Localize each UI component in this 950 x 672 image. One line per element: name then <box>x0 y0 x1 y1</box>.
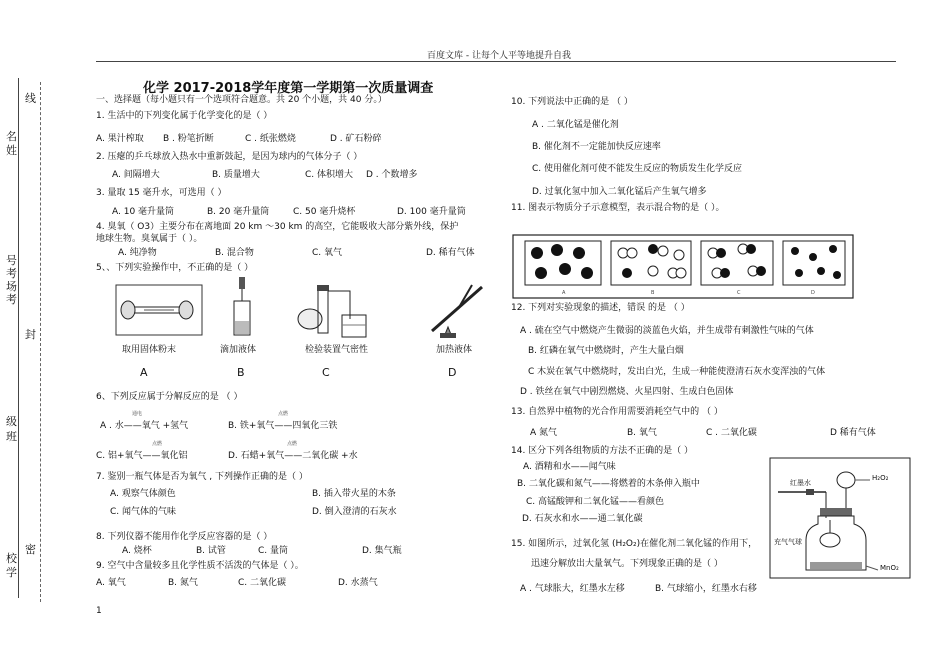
question-11: 11. 图表示物质分子示意模型，表示混合物的是（ ）。 <box>511 203 725 213</box>
question-5: 5、、下列实验操作中，不正确的是（ ） <box>96 263 254 273</box>
option: A. 烧杯 <box>122 546 152 556</box>
option: C. 使用催化剂可使不能发生反应的物质发生化学反应 <box>532 164 743 174</box>
option: C. 铝+氧气——氧化铝 <box>96 451 188 461</box>
margin-school-label: 学 <box>6 566 17 579</box>
reaction-condition: 点燃 <box>287 441 298 447</box>
option: A. 氧气 <box>96 578 126 588</box>
option: B. 试管 <box>196 546 226 556</box>
option: C. 体积增大 <box>305 170 354 180</box>
option: D . 铁丝在氧气中剧烈燃烧、火星四射、生成白色固体 <box>520 387 734 397</box>
question-4: 4. 臭氧（ O3）主要分布在离地面 20 km ～30 km 的高空，它能吸收大部分紫外线，保护 <box>96 222 459 232</box>
panel-label-c: C <box>737 290 741 296</box>
option: B. 催化剂不一定能加快反应速率 <box>532 142 661 152</box>
page-number: 1 <box>96 606 102 616</box>
margin-school-label: 校 <box>6 552 17 565</box>
question-9: 9. 空气中含量较多且化学性质不活泼的气体是（ ）。 <box>96 561 304 571</box>
question-13: 13. 自然界中植物的光合作用需要消耗空气中的 （ ） <box>511 407 723 417</box>
fig-label-h2o2: H₂O₂ <box>872 474 889 482</box>
option: B. 气球缩小，红墨水右移 <box>655 584 757 594</box>
header-rule <box>96 61 896 62</box>
margin-secret-label: 密 <box>25 543 36 556</box>
question-6: 6、下列反应属于分解反应的是 （ ） <box>96 392 243 402</box>
option: A . 水——氧气 +氢气 <box>100 421 189 431</box>
option: B. 铁+氧气——四氧化三铁 <box>228 421 338 431</box>
option: A. 酒精和水——闻气味 <box>523 462 616 472</box>
option: D. 过氧化氢中加入二氧化锰后产生氧气增多 <box>532 187 707 197</box>
caption-a: 取用固体粉末 <box>122 345 177 355</box>
page-header: 百度文库 - 让每个人平等地提升自我 <box>427 51 571 61</box>
option: D. 倒入澄清的石灰水 <box>312 507 397 517</box>
caption-d: 加热液体 <box>436 345 473 355</box>
fig-label-ink: 红墨水 <box>790 479 811 487</box>
option: B. 插入带火星的木条 <box>312 489 396 499</box>
option: D . 矿石粉碎 <box>330 134 382 144</box>
option: B . 粉笔折断 <box>163 134 214 144</box>
apparatus-d-illustration <box>428 281 486 339</box>
margin-line-label: 线 <box>25 92 36 105</box>
option: B. 氧气 <box>627 428 657 438</box>
option: A. 纯净物 <box>118 248 157 258</box>
margin-name-label: 姓 <box>6 144 17 157</box>
option: D. 石灰水和水——通二氧化碳 <box>522 514 643 524</box>
margin-exam-label: 考 <box>6 293 17 306</box>
panel-label-a: A <box>562 290 566 296</box>
letter-d: D <box>448 366 457 379</box>
margin-seal-label: 封 <box>25 328 36 341</box>
panel-label-d: D <box>811 290 815 296</box>
option: D. 水蒸气 <box>338 578 378 588</box>
option: B. 20 毫升量筒 <box>207 207 270 217</box>
option: C . 纸张燃烧 <box>245 134 296 144</box>
question-1: 1. 生活中的下列变化属于化学变化的是（ ） <box>96 111 273 121</box>
apparatus-figure <box>770 458 910 578</box>
letter-c: C <box>322 366 330 379</box>
margin-exam-label: 考 <box>6 267 17 280</box>
apparatus-a-illustration <box>114 283 204 338</box>
section-heading: 一、选择题（每小题只有一个选项符合题意。共 20 个小题，共 40 分。） <box>96 95 387 105</box>
question-2: 2. 压瘪的乒乓球放入热水中重新鼓起，是因为球内的气体分子（ ） <box>96 152 363 162</box>
option: C. 高锰酸钾和二氧化锰——看颜色 <box>526 497 665 507</box>
fig-label-mno2: MnO₂ <box>880 564 899 572</box>
option: D . 个数增多 <box>366 170 418 180</box>
molecule-models <box>513 235 853 298</box>
question-15-cont: 迅速分解放出大量氧气。下列现象正确的是（ ） <box>531 559 723 569</box>
option: D 稀有气体 <box>830 428 876 438</box>
margin-exam-label: 场 <box>6 280 17 293</box>
option: A . 二氧化锰是催化剂 <box>532 120 619 130</box>
caption-b: 滴加液体 <box>220 345 257 355</box>
letter-b: B <box>237 366 245 379</box>
margin-class-label: 级 <box>6 415 17 428</box>
reaction-condition: 点燃 <box>278 411 289 417</box>
margin-dash <box>40 82 41 602</box>
question-15: 15. 如图所示，过氧化氢 (H₂O₂)在催化剂二氧化锰的作用下， <box>511 539 758 549</box>
option: B. 质量增大 <box>212 170 260 180</box>
letter-a: A <box>140 366 148 379</box>
option: D. 集气瓶 <box>362 546 402 556</box>
reaction-condition: 通电 <box>132 411 143 417</box>
option: A . 硫在空气中燃烧产生微弱的淡蓝色火焰，并生成带有刺激性气味的气体 <box>520 326 814 336</box>
panel-label-b: B <box>651 290 655 296</box>
option: C . 二氧化碳 <box>706 428 757 438</box>
question-12: 12. 下列对实验现象的描述，错误 的是 （ ） <box>511 303 690 313</box>
question-8: 8. 下列仪器不能用作化学反应容器的是（ ） <box>96 532 273 542</box>
option: B. 二氧化碳和氮气——将燃着的木条伸入瓶中 <box>517 479 700 489</box>
option: B. 氮气 <box>168 578 198 588</box>
option: C 木炭在氧气中燃烧时，发出白光，生成一种能使澄清石灰水变浑浊的气体 <box>528 367 826 377</box>
option: A . 气球胀大，红墨水左移 <box>520 584 625 594</box>
option: C. 闻气体的气味 <box>110 507 177 517</box>
option: D. 石蜡+氧气——二氧化碳 +水 <box>228 451 358 461</box>
option: C. 50 毫升烧杯 <box>293 207 356 217</box>
margin-name-label: 名 <box>6 130 17 143</box>
option: A. 间隔增大 <box>112 170 160 180</box>
option: B. 混合物 <box>215 248 254 258</box>
option: B. 红磷在氧气中燃烧时，产生大量白烟 <box>528 346 684 356</box>
margin-exam-label: 号 <box>6 254 17 267</box>
reaction-condition: 点燃 <box>152 441 163 447</box>
question-4-cont: 地球生物。臭氧属于（ ）。 <box>96 234 203 244</box>
question-14: 14. 区分下列各组物质的方法不正确的是（ ） <box>511 446 694 456</box>
option: D. 100 毫升量筒 <box>397 207 466 217</box>
question-3: 3. 量取 15 毫升水，可选用（ ） <box>96 188 227 198</box>
margin-class-label: 班 <box>6 430 17 443</box>
option: C. 氧气 <box>312 248 343 258</box>
option: A. 10 毫升量筒 <box>112 207 175 217</box>
exam-title: 化学 2017-2018学年度第一学期第一次质量调查 <box>143 81 434 96</box>
option: C. 量筒 <box>258 546 289 556</box>
option: A 氮气 <box>530 428 558 438</box>
question-7: 7. 鉴别一瓶气体是否为氧气 , 下列操作正确的是（ ） <box>96 472 308 482</box>
question-10: 10. 下列说法中正确的是 （ ） <box>511 97 633 107</box>
option: A. 观察气体颜色 <box>110 489 176 499</box>
option: D. 稀有气体 <box>426 248 475 258</box>
caption-c: 检验装置气密性 <box>305 345 369 355</box>
margin-line <box>18 78 19 598</box>
apparatus-b-illustration <box>231 277 253 337</box>
apparatus-c-illustration <box>298 279 378 341</box>
option: C. 二氧化碳 <box>238 578 287 588</box>
option: A. 果汁榨取 <box>96 134 144 144</box>
fig-label-balloon: 充气气球 <box>774 538 802 546</box>
